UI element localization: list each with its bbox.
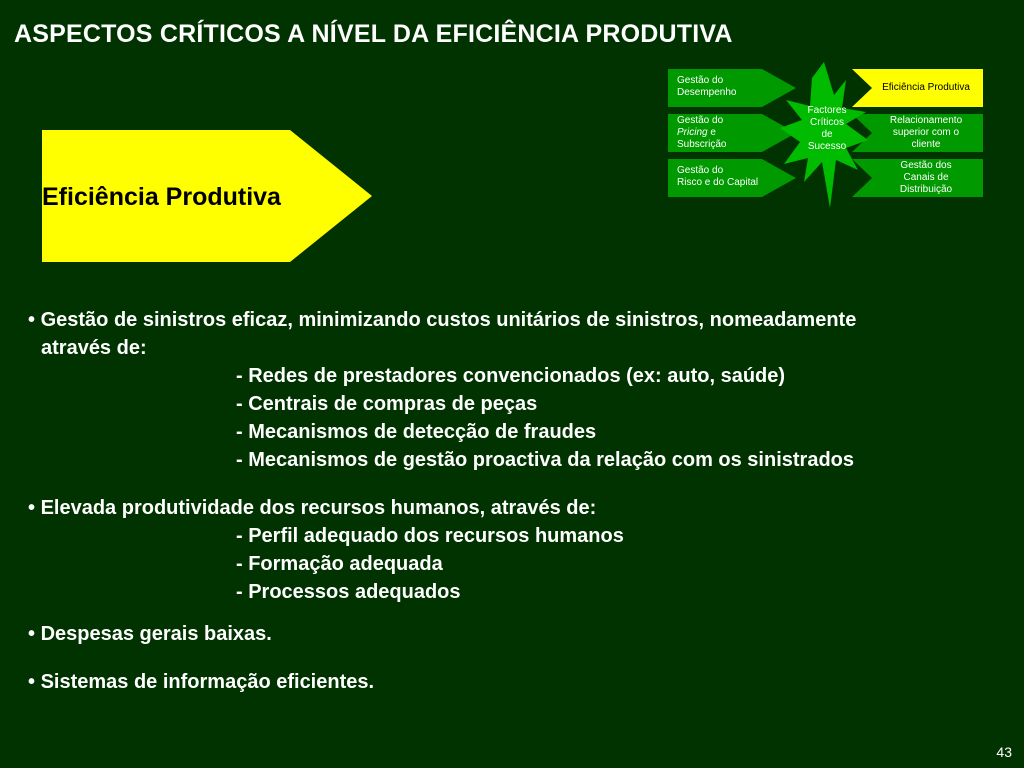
bullet-marker: • (28, 497, 36, 519)
subitem: - Centrais de compras de peças (236, 393, 538, 415)
right-item-3: Gestão dos Canais de Distribuição (899, 160, 953, 195)
left-item-1: Gestão do Desempenho (677, 75, 737, 98)
bullet-1-continuation: através de: (41, 337, 147, 359)
subitem: - Redes de prestadores convencionados (ex: auto, saúde) (236, 365, 786, 387)
bullet-4 (28, 668, 1008, 696)
page-number: 43 (996, 744, 1012, 760)
subitem: - Perfil adequado dos recursos humanos (236, 525, 624, 547)
slide-title: ASPECTOS CRÍTICOS A NÍVEL DA EFICIÊNCIA PRODUTIVA (14, 20, 733, 48)
bullet-marker: • (28, 309, 36, 331)
bullet-text: Gestão de sinistros eficaz, minimizando custos unitários de sinistros, nomeadamente (40, 309, 857, 331)
bullet-marker: • (28, 623, 36, 645)
right-item-2: Relacionamento superior com o cliente (889, 115, 963, 150)
subitem: - Mecanismos de gestão proactiva da relação com os sinistrados (236, 449, 854, 471)
bullet-text: Elevada produtividade dos recursos humanos, através de: (40, 497, 597, 519)
left-item-2: Gestão do Pricing e Subscrição (677, 115, 727, 150)
focus-arrow-label: Eficiência Produtiva (42, 183, 281, 211)
bullet-1 (28, 306, 1008, 334)
subitem: - Processos adequados (236, 581, 461, 603)
subitem: - Formação adequada (236, 553, 443, 575)
csf-center-label: Factores Críticos de Sucesso (807, 105, 847, 152)
bullet-text: Despesas gerais baixas. (40, 623, 272, 645)
right-item-1: Eficiência Produtiva (882, 82, 970, 93)
bullet-marker: • (28, 671, 36, 693)
bullet-list (28, 306, 1008, 696)
bullet-2 (28, 494, 1008, 522)
left-item-3: Gestão do Risco e do Capital (677, 165, 759, 188)
bullet-3 (28, 620, 1008, 648)
bullet-text: Sistemas de informação eficientes. (40, 671, 375, 693)
subitem: - Mecanismos de detecção de fraudes (236, 421, 597, 443)
